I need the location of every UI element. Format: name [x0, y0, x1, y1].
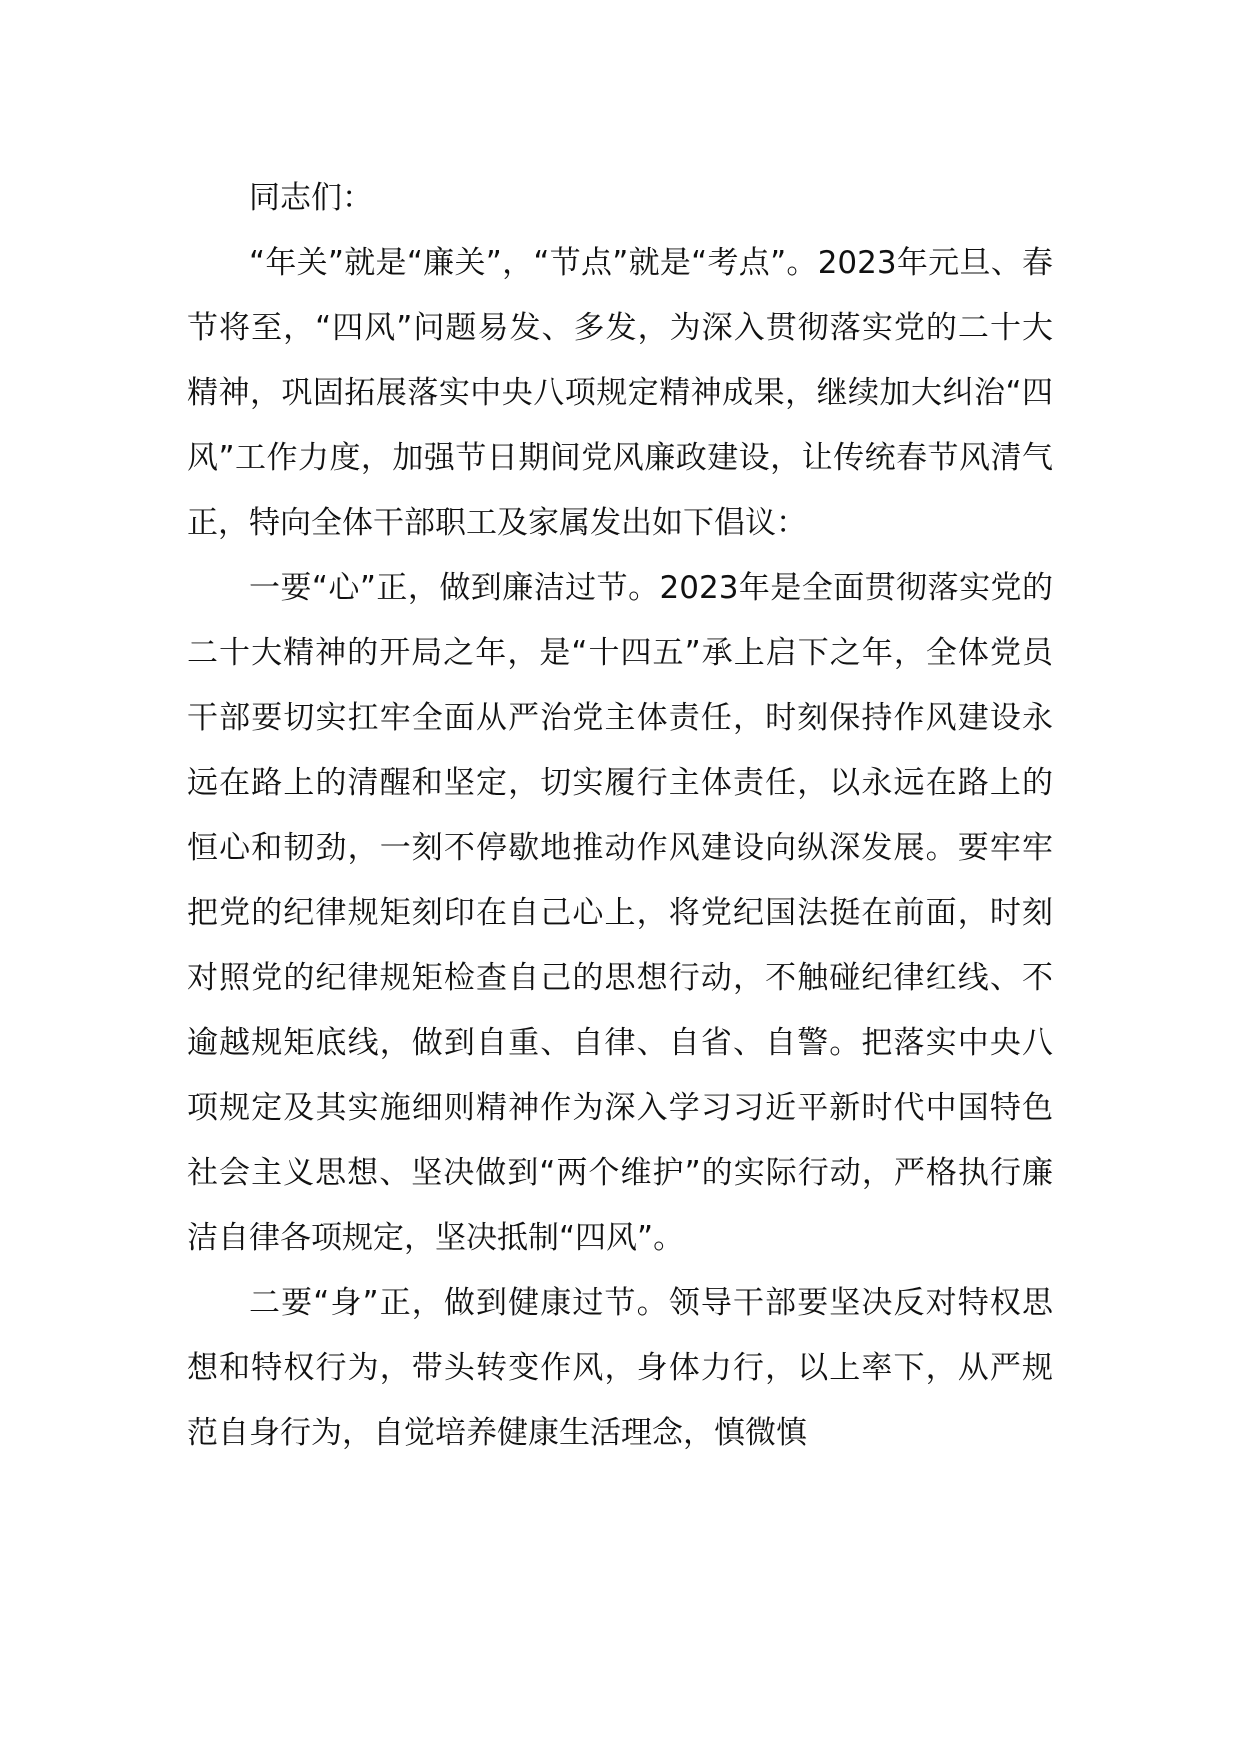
- second-proposal-paragraph: 二要“身”正，做到健康过节。领导干部要坚决反对特权思想和特权行为，带头转变作风，身体力行，以上率下，从严规范自身行为，自觉培养健康生活理念，慎微慎: [187, 1285, 1053, 1451]
- first-proposal-paragraph: 一要“心”正，做到廉洁过节。2023年是全面贯彻落实党的二十大精神的开局之年，是“十四五”承上启下之年，全体党员干部要切实扛牢全面从严治党主体责任，时刻保持作风建设永远在路上的清醒和坚定，切实履行主体责任，以永远在路上的恒心和韧劲，一刻不停歇地推动作风建设向纵深发展。要牢牢把党的纪律规矩刻印在自己心上，将党纪国法挺在前面，时刻对照党的纪律规矩检查自己的思想行动，不触碰纪律红线、不逾越规矩底线，做到自重、自律、自省、自警。把落实中央八项规定及其实施细则精神作为深入学习习近平新时代中国特色社会主义思想、坚决做到“两个维护”的实际行动，严格执行廉洁自律各项规定，坚决抵制“四风”。: [187, 570, 1053, 1256]
- salutation-paragraph: 同志们：: [249, 180, 373, 216]
- document-body: [187, 166, 1053, 1466]
- intro-paragraph: “年关”就是“廉关”，“节点”就是“考点”。2023年元旦、春节将至，“四风”问题易发、多发，为深入贯彻落实党的二十大精神，巩固拓展落实中央八项规定精神成果，继续加大纠治“四风”工作力度，加强节日期间党风廉政建设，让传统春节风清气正，特向全体干部职工及家属发出如下倡议：: [187, 245, 1053, 541]
